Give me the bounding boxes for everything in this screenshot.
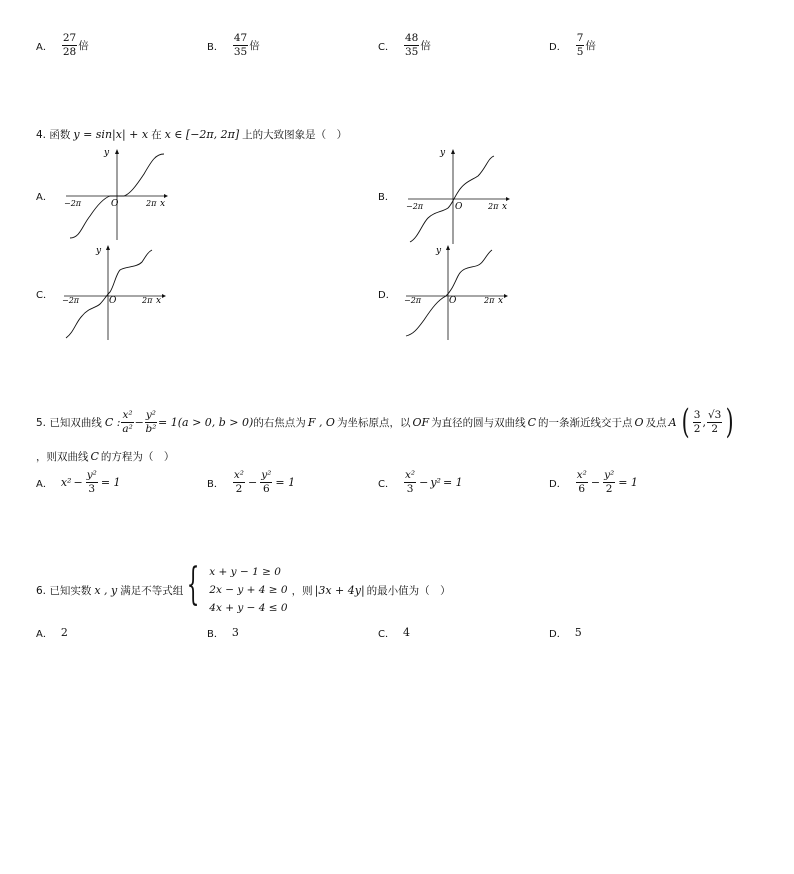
q6-text: ，则 — [291, 584, 313, 597]
x-axis-label: x — [502, 202, 508, 212]
fraction-y: $\frac{\text{y²}}{\text{b²}}$ — [145, 409, 157, 435]
y-axis-label: y — [104, 148, 110, 158]
q5-text: ，则双曲线 — [36, 451, 89, 463]
q4-label-c[interactable]: C． — [36, 290, 53, 301]
option-label: D． — [549, 41, 567, 53]
origin-label: O — [109, 296, 117, 306]
q5-stem-line2 — [36, 449, 174, 464]
origin-label: O — [111, 199, 119, 209]
q4-stem — [36, 127, 347, 142]
option-label: A． — [36, 41, 53, 53]
left-tick: −2π — [62, 296, 80, 305]
q4-label-b[interactable]: B． — [378, 192, 395, 203]
option-label: D． — [549, 478, 567, 490]
q6-vars: x , y — [94, 583, 118, 597]
left-tick: −2π — [406, 202, 424, 211]
option-label: B． — [207, 478, 224, 490]
q5-option-c[interactable]: C． $\frac{\text{x²}}{3}$ − y² = 1 — [378, 469, 463, 495]
y-axis-label: y — [96, 246, 102, 256]
suffix: 倍 — [585, 39, 596, 52]
fraction: $\frac{27}{28}$ — [62, 32, 77, 58]
fraction: $\frac{47}{35}$ — [233, 32, 248, 58]
point-y: $\frac{√3}{2}$ — [707, 409, 722, 435]
origin-label: O — [455, 202, 463, 212]
option-label: C． — [378, 41, 395, 53]
q6-option-d[interactable] — [549, 625, 582, 640]
option-value: 5 — [574, 626, 582, 639]
inequality-1: x + y − 1 ≥ 0 — [209, 566, 281, 578]
y-axis-label: y — [440, 148, 446, 158]
option-label: A． — [36, 478, 53, 490]
option-value: 4 — [402, 626, 410, 639]
y-axis-label: y — [436, 246, 442, 256]
option-label: B． — [207, 41, 224, 53]
suffix: 倍 — [420, 39, 431, 52]
q3-option-a[interactable] — [36, 33, 89, 57]
x-axis-label: x — [156, 296, 162, 306]
q4-graph-c[interactable] — [60, 244, 170, 345]
left-tick: −2π — [404, 296, 422, 305]
q6-option-b[interactable] — [207, 625, 239, 640]
q5-focus: F , O — [307, 415, 335, 429]
x-axis-label: x — [160, 199, 166, 209]
option-label: C． — [378, 478, 395, 490]
q4-graph-d[interactable] — [402, 244, 512, 345]
inequality-system: { x + y − 1 ≥ 0 2x − y + 4 ≥ 0 4x + y − 4 ≤ 0 — [183, 563, 291, 617]
right-tick: 2π — [484, 296, 495, 305]
q5-c: C — [90, 450, 99, 463]
option-label: B． — [207, 629, 224, 640]
q5-text: 为直径的圆与双曲线 — [431, 416, 526, 429]
q5-text: 为坐标原点，以 — [336, 416, 411, 429]
q5-o: O — [634, 415, 644, 429]
point-x: $\frac{3}{2}$ — [693, 409, 701, 435]
q6-stem — [36, 559, 451, 617]
q6-option-a[interactable] — [36, 625, 68, 640]
q5-condition: (a > 0, b > 0) — [177, 415, 254, 429]
suffix: 倍 — [78, 39, 89, 52]
q4-domain: x ∈ [−2π, 2π] — [164, 128, 240, 141]
option-value: 2 — [60, 626, 68, 639]
q6-option-c[interactable] — [378, 625, 410, 640]
q5-option-b[interactable]: B． $\frac{\text{x²}}{2}$ − $\frac{\text{y²}}{6}$ = 1 — [207, 469, 296, 495]
fraction: $\frac{7}{5}$ — [576, 32, 584, 58]
right-tick: 2π — [146, 199, 157, 208]
q4-prefix: 4. 函数 — [36, 129, 71, 141]
q6-prefix: 6. 已知实数 — [36, 584, 92, 597]
q5-text: 的一条渐近线交于点 — [538, 416, 633, 429]
x-axis-label: x — [498, 296, 504, 306]
option-value: 3 — [231, 626, 239, 639]
q5-eq-lhs: C : — [104, 415, 121, 429]
left-tick: −2π — [64, 199, 82, 208]
q5-of: OF — [412, 415, 430, 429]
q4-suffix: 上的大致图象是（ ） — [242, 129, 348, 141]
q3-option-d[interactable] — [549, 33, 596, 57]
fraction: $\frac{48}{35}$ — [404, 32, 419, 58]
q5-point: A — [668, 415, 677, 429]
inequality-3: 4x + y − 4 ≤ 0 — [209, 602, 288, 614]
q5-prefix: 5. 已知双曲线 — [36, 416, 102, 429]
origin-label: O — [449, 296, 457, 306]
q5-stem: 5. 已知双曲线 C : $\frac{\text{x²}}{\text{a²}}$ − $\frac{\text{y²}}{\text{b²}}$ = 1 (a > 0, b > 0) 的右焦点为 F , O 为坐标原点，以 OF 为直径的圆与双曲线 C 的一条渐近线交于点 O 及点 A ( $\frac{3}{2}$ , $\frac{√3}{2}$ ) — [36, 402, 734, 442]
q5-eq-rhs: = 1 — [158, 415, 178, 429]
q5-option-d[interactable]: D． $\frac{\text{x²}}{6}$ − $\frac{\text{y²}}{2}$ = 1 — [549, 469, 638, 495]
q5-text: 的方程为（ ） — [100, 451, 175, 463]
q6-text: 的最小值为（ ） — [366, 584, 451, 597]
option-label: A． — [36, 629, 53, 640]
q4-graph-a[interactable] — [60, 146, 170, 245]
option-label: D． — [549, 629, 567, 640]
q4-label-a[interactable]: A． — [36, 192, 53, 203]
q6-text: 满足不等式组 — [120, 584, 184, 597]
q5-text: 的右焦点为 — [253, 416, 306, 429]
right-tick: 2π — [142, 296, 153, 305]
q4-function: y = sin|x| + x — [73, 128, 149, 141]
q4-mid: 在 — [151, 129, 162, 141]
q3-option-c[interactable] — [378, 33, 431, 57]
suffix: 倍 — [249, 39, 260, 52]
right-tick: 2π — [488, 202, 499, 211]
q6-abs: |3x + 4y| — [314, 583, 365, 597]
q5-option-a[interactable]: A． x² − $\frac{\text{y²}}{3}$ = 1 — [36, 469, 121, 495]
q3-option-b[interactable] — [207, 33, 260, 57]
q5-c: C — [527, 415, 537, 429]
q5-text: 及点 — [645, 416, 667, 429]
q4-graph-b[interactable] — [402, 146, 512, 249]
option-label: C． — [378, 629, 395, 640]
q4-label-d[interactable]: D． — [378, 290, 396, 301]
fraction-x: $\frac{\text{x²}}{\text{a²}}$ — [122, 409, 133, 435]
inequality-2: 2x − y + 4 ≥ 0 — [209, 584, 288, 596]
